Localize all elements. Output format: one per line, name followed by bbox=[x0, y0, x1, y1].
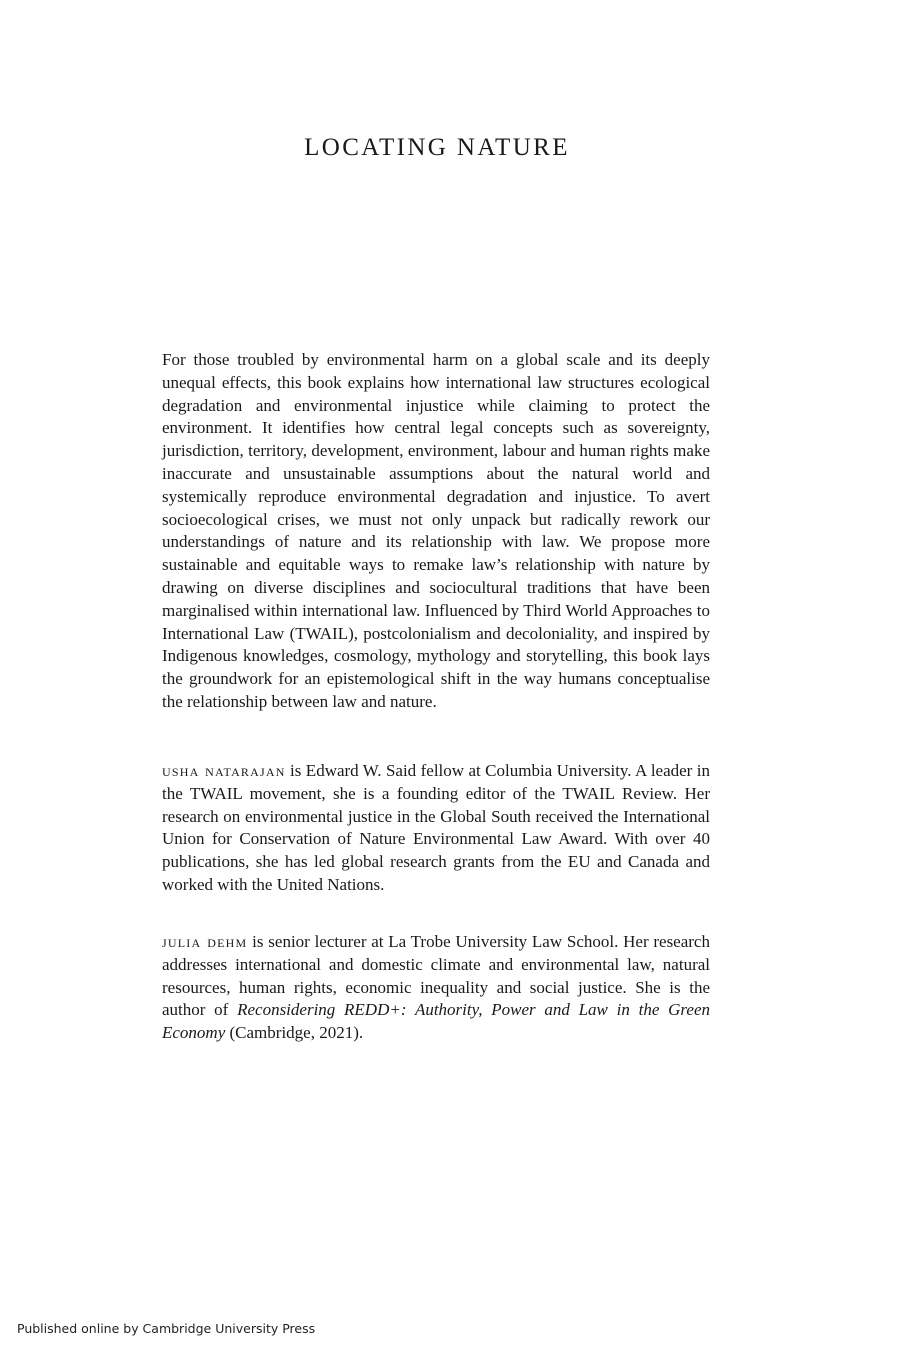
author-bio-natarajan bbox=[162, 760, 710, 897]
publisher-footer: Published online by Cambridge University Press bbox=[17, 1321, 316, 1336]
book-blurb: For those troubled by environmental harm on a global scale and its deeply unequal effects, this book explains how international law structures ecological degradation and environmental injustice while claiming to protect the environment. It identifies how central legal concepts such as sovereignty, jurisdiction, territory, development, environment, labour and human rights make inaccurate and unsustainable assumptions about the natural world and systemically reproduce environmental degradation and injustice. To avert socioecological crises, we must not only unpack but radically rework our understandings of nature and its relationship with law. We propose more sustainable and equitable ways to remake law’s relationship with nature by drawing on diverse disciplines and sociocultural traditions that have been marginalised within international law. Influenced by Third World Approaches to International Law (TWAIL), postcolonialism and decoloniality, and inspired by Indigenous knowledges, cosmology, mythology and storytelling, this book lays the groundwork for an epistemological shift in the way humans conceptualise the relationship between law and nature. bbox=[162, 350, 710, 711]
author-bio-text-end: (Cambridge, 2021). bbox=[225, 1023, 364, 1043]
author-bio-dehm bbox=[162, 931, 710, 1045]
author-name: usha natarajan bbox=[162, 761, 286, 780]
author-name: julia dehm bbox=[162, 932, 248, 951]
author-bio-text: is senior lecturer at La Trobe University Law School. Her research addresses international and domestic climate and environmental law, natural resources, human rights, economic inequality and social justice. She is the author of bbox=[162, 932, 710, 1020]
author-bio-text: is Edward W. Said fellow at Columbia University. A leader in the TWAIL movement, she is a founding editor of the TWAIL Review. Her research on environmental justice in the Global South received the International Union for Conservation of Nature Environmental Law Award. With over 40 publications, she has led global research grants from the EU and Canada and worked with the United Nations. bbox=[162, 761, 710, 894]
page-title: LOCATING NATURE bbox=[304, 134, 570, 161]
book-title-italic: Reconsidering REDD+: Authority, Power and Law in the Green Economy bbox=[162, 1000, 710, 1043]
